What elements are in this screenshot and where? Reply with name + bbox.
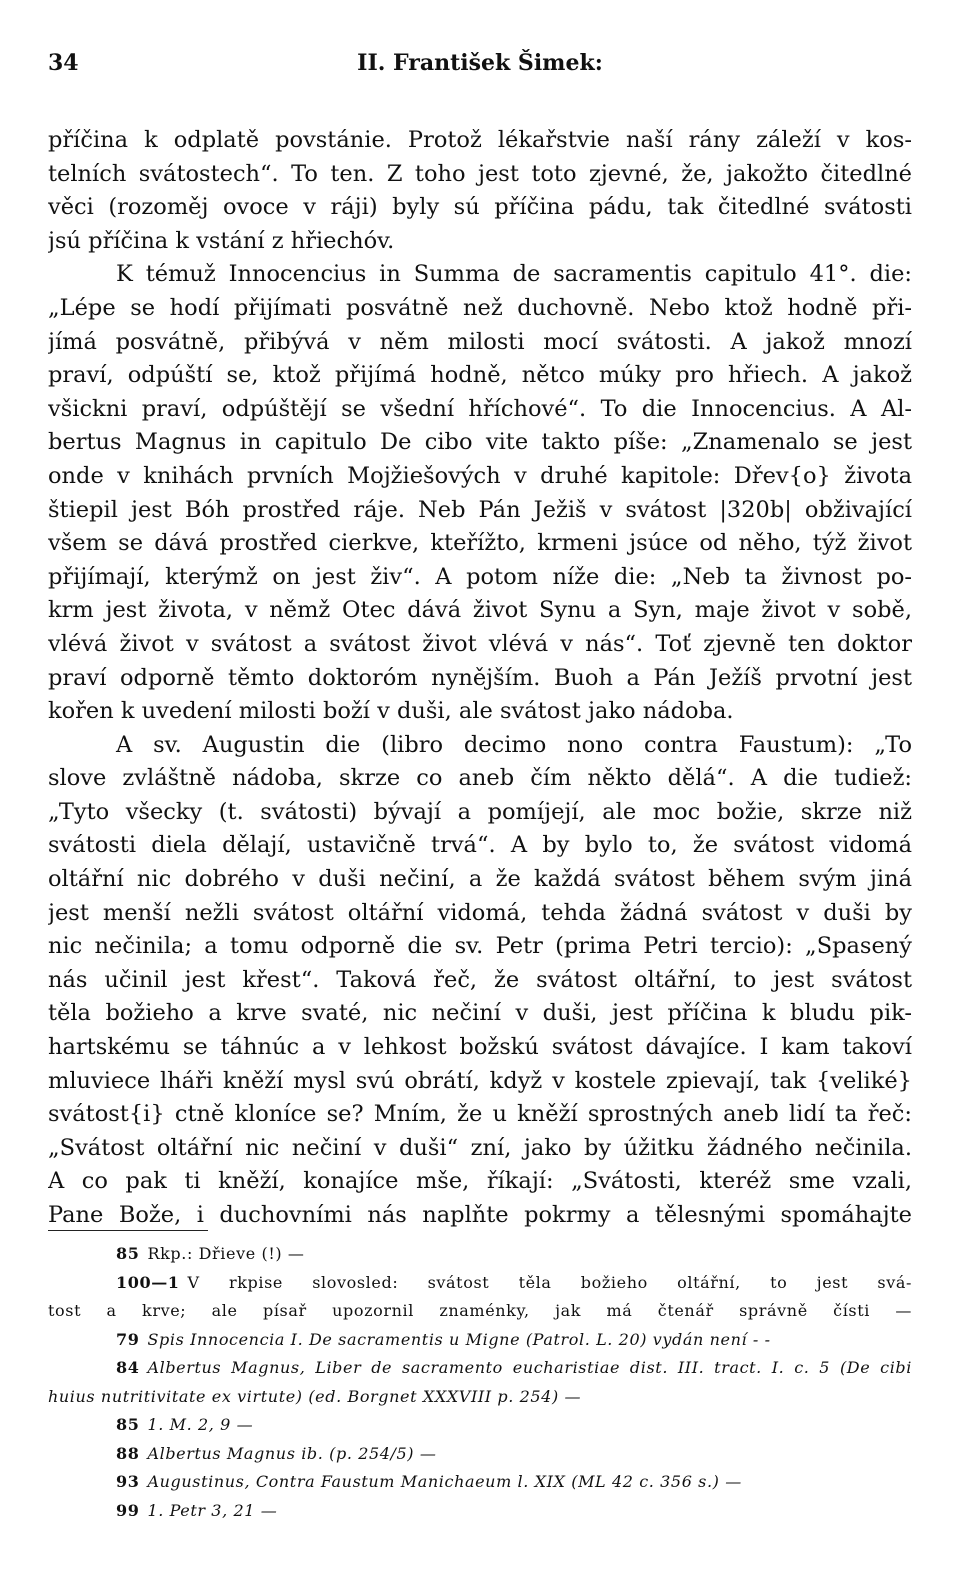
footnote-text: tost a krve; ale písař upozornil znaménky, jak má čtenář správně čísti — — [48, 1301, 912, 1320]
footnote-number: 84 — [116, 1358, 140, 1377]
text-line: nás učinil jest křest“. Taková řeč, že svátost oltářní, to jest svátost — [48, 966, 912, 993]
text-line: krm jest života, v němž Otec dává život Synu a Syn, maje život v sobě, — [48, 597, 912, 624]
text-line: mluviece lháři kněží mysl svú obrátí, když v kostele zpievají, tak {veliké} — [48, 1067, 912, 1094]
text-line: A sv. Augustin die (libro decimo nono contra Faustum): „To — [116, 731, 912, 758]
text-line: vlévá život v svátost a svátost život vlévá v nás“. Toť zjevně ten doktor — [48, 630, 912, 657]
footnote-number: 85 — [116, 1244, 140, 1263]
footnote — [48, 1354, 912, 1383]
text-line: onde v knihách prvních Mojžiešových v druhé kapitole: Dřev{o} života — [48, 462, 912, 489]
text-line: jsú příčina k vstání z hřiechóv. — [48, 227, 395, 254]
footnote-text: Albertus Magnus ib. (p. 254/5) — — [147, 1443, 437, 1463]
text-line: svátost{i} ctně kloníce se? Mním, že u kněží sprostných aneb lidí ta řeč: — [48, 1101, 912, 1128]
text-line: „Lépe se hodí přijímati posvátně než duchovně. Nebo ktož hodně při- — [48, 294, 912, 321]
footnote-number: 88 — [116, 1443, 140, 1463]
footnote — [48, 1326, 912, 1355]
running-header — [48, 50, 912, 90]
footnote-text: V rkpise slovosled: svátost těla božieho oltářní, to jest svá- — [187, 1272, 912, 1292]
text-line: nic nečinila; a tomu odporně die sv. Petr (prima Petri tercio): „Spasený — [48, 933, 912, 960]
footnote — [48, 1383, 912, 1412]
text-line: oltářní nic dobrého v duši nečiní, a že každá svátost během svým jiná — [48, 866, 912, 893]
text-line: věci (rozoměj ovoce v ráji) byly sú příčina pádu, tak čitedlné svátosti — [48, 194, 912, 221]
text-line: slove zvláštně nádoba, skrze co aneb čím někto dělá“. A die tudiež: — [48, 765, 912, 792]
text-line: přijímají, kterýmž on jest živ“. A potom níže die: „Neb ta živnost po- — [48, 563, 912, 590]
text-line: Pane Bože, i duchovními nás naplňte pokrmy a tělesnými spomáhajte — [48, 1202, 912, 1228]
footnote — [48, 1440, 912, 1469]
text-line: praví odporně těmto doktoróm nynějším. Buoh a Pán Ježíš prvotní jest — [48, 664, 912, 691]
text-line: svátosti diela dělají, ustavičně trvá“. A by bylo to, že svátost vidomá — [48, 832, 912, 859]
footnote — [48, 1240, 912, 1269]
text-line: všem se dává prostřed cierkve, kteřížto, krmeni jsúce od něho, týž život — [48, 530, 912, 557]
footnote — [48, 1468, 912, 1497]
footnote-text: Albertus Magnus, Liber de sacramento eucharistiae dist. III. tract. I. c. 5 (De cibi — [147, 1358, 912, 1377]
footnote-text: 1. Petr 3, 21 — — [147, 1500, 278, 1520]
page-number: 34 — [48, 50, 79, 76]
footnote — [48, 1269, 912, 1298]
footnote-text: Augustinus, Contra Faustum Manichaeum l. XIX (ML 42 c. 356 s.) — — [147, 1472, 742, 1491]
text-line: jest menší nežli svátost oltářní vidomá, tehda žádná svátost v duši by — [48, 899, 912, 926]
text-line: kořen k uvedení milosti boží v duši, ale svátost jako nádoba. — [48, 698, 734, 725]
footnote-number: 93 — [116, 1472, 140, 1491]
footnote-number: 100—1 — [116, 1272, 180, 1292]
footnote-text: Rkp.: Dřieve (!) — — [147, 1244, 305, 1263]
text-line: A co pak ti kněží, konajíce mše, říkají: „Svátosti, kteréž sme vzali, — [48, 1168, 912, 1195]
text-line: bertus Magnus in capitulo De cibo vite takto píše: „Znamenalo se jest — [48, 429, 912, 456]
main-text — [48, 124, 912, 1233]
footnote — [48, 1411, 912, 1440]
text-line: „Svátost oltářní nic nečiní v duši“ zní, jako by úžitku žádného nečinila. — [48, 1134, 912, 1161]
footnote-text: Spis Innocencia I. De sacramentis u Migne (Patrol. L. 20) vydán není - - — [147, 1329, 771, 1349]
text-line: K témuž Innocencius in Summa de sacramentis capitulo 41°. die: — [116, 261, 912, 288]
text-line: všickni praví, odpúštějí se všední hříchové“. To die Innocencius. A Al- — [48, 395, 912, 422]
footnote-text: huius nutritivitate ex virtute) (ed. Borgnet XXXVIII p. 254) — — [48, 1386, 582, 1406]
text-line: příčina k odplatě povstánie. Protož lékařstvie naší rány záleží v kos- — [48, 127, 912, 153]
footnote — [48, 1497, 912, 1526]
text-line: těla božieho a krve svaté, nic nečiní v duši, jest příčina k bludu pik- — [48, 1000, 912, 1027]
footnote-number: 79 — [116, 1329, 140, 1349]
footnotes — [48, 1240, 912, 1525]
text-line: „Tyto všecky (t. svátosti) bývají a pomíjejí, ale moc božie, skrze niž — [48, 798, 912, 825]
footnote-number: 99 — [116, 1500, 140, 1520]
footnote — [48, 1297, 912, 1326]
text-line: štiepil jest Bóh prostřed ráje. Neb Pán Ježiš v svátost |320b| obživající — [48, 496, 912, 523]
text-line: praví, odpúští se, ktož přijímá hodně, nětco múky pro hřiech. A jakož — [48, 362, 912, 389]
footnote-separator — [48, 1230, 208, 1231]
text-line: jímá posvátně, přibývá v něm milosti mocí svátosti. A jakož mnozí — [48, 328, 912, 355]
footnote-number: 85 — [116, 1415, 140, 1434]
footnote-text: 1. M. 2, 9 — — [147, 1415, 254, 1434]
text-line: hartskému se táhnúc a v lehkost božskú svátost dávajíce. I kam takoví — [48, 1034, 912, 1061]
text-line: telních svátostech“. To ten. Z toho jest toto zjevné, že, jakožto čitedlné — [48, 160, 912, 187]
running-title: II. František Šimek: — [357, 50, 603, 76]
